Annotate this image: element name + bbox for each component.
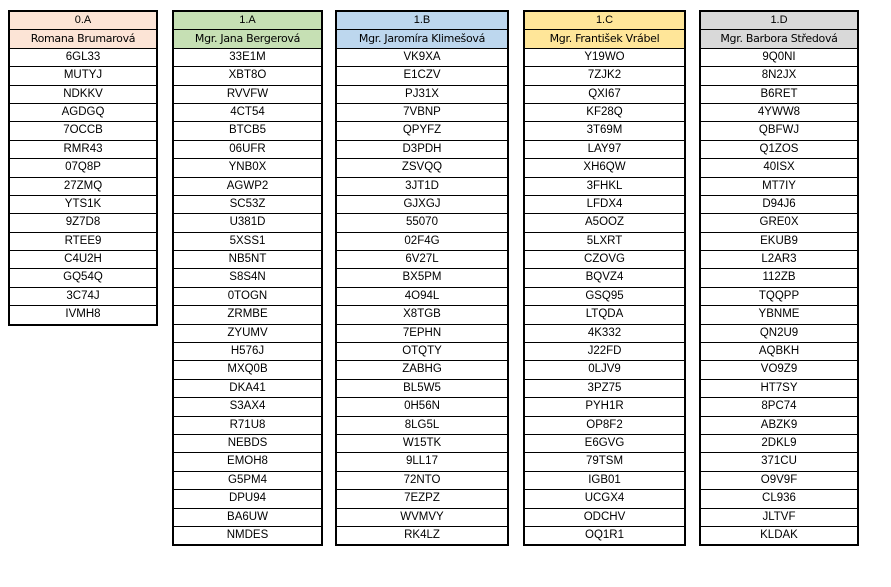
- code-cell: PYH1R: [525, 398, 684, 416]
- code-cell: 4CT54: [174, 104, 321, 122]
- code-cell: NB5NT: [174, 251, 321, 269]
- code-cell: 3JT1D: [337, 178, 507, 196]
- code-cell: B6RET: [701, 86, 857, 104]
- code-cell: KLDAK: [760, 528, 798, 541]
- code-cell: HT7SY: [701, 380, 857, 398]
- teacher-name-header: Mgr. Barbora Středová: [701, 30, 857, 48]
- code-cell: A5OOZ: [525, 214, 684, 232]
- code-cell: 4O94L: [337, 288, 507, 306]
- code-cell: RK4LZ: [404, 528, 440, 541]
- code-cell: 5LXRT: [525, 233, 684, 251]
- code-cell: 3C74J: [10, 288, 156, 306]
- code-cell: 5XSS1: [174, 233, 321, 251]
- code-cell: 07Q8P: [10, 159, 156, 177]
- code-cell: G5PM4: [174, 472, 321, 490]
- code-cell: 0H56N: [337, 398, 507, 416]
- code-cell: UCGX4: [525, 490, 684, 508]
- code-cell: 3FHKL: [525, 178, 684, 196]
- code-cell: AQBKH: [701, 343, 857, 361]
- teacher-name-header: Romana Brumarová: [10, 30, 156, 48]
- code-cell: 0TOGN: [174, 288, 321, 306]
- class-column-1d: [699, 10, 859, 546]
- code-cell: GSQ95: [525, 288, 684, 306]
- code-cell: U381D: [174, 214, 321, 232]
- code-cell: Y19WO: [525, 49, 684, 67]
- code-cell: DPU94: [174, 490, 321, 508]
- code-cell: 371CU: [701, 453, 857, 471]
- code-cell: BQVZ4: [525, 269, 684, 287]
- code-cell: 7OCCB: [10, 122, 156, 140]
- code-cell: MT7IY: [701, 178, 857, 196]
- code-cell: TQQPP: [701, 288, 857, 306]
- code-cell: AGDGQ: [10, 104, 156, 122]
- code-cell: VK9XA: [337, 49, 507, 67]
- code-cell: R71U8: [174, 417, 321, 435]
- code-cell: ZRMBE: [174, 306, 321, 324]
- code-cell: W15TK: [337, 435, 507, 453]
- code-cell: 06UFR: [174, 141, 321, 159]
- code-cell: 72NTO: [337, 472, 507, 490]
- code-cell: GQ54Q: [10, 269, 156, 287]
- class-name-header: 1.D: [701, 12, 857, 30]
- code-cell: YNB0X: [174, 159, 321, 177]
- code-cell: QPYFZ: [337, 122, 507, 140]
- code-cell: SC53Z: [174, 196, 321, 214]
- code-cell: 7VBNP: [337, 104, 507, 122]
- code-cell: MUTYJ: [10, 67, 156, 85]
- code-cell: ZABHG: [337, 361, 507, 379]
- teacher-name-header: Mgr. Jana Bergerová: [174, 30, 321, 48]
- code-cell: ZSVQQ: [337, 159, 507, 177]
- code-cell: AGWP2: [174, 178, 321, 196]
- code-cell: 3PZ75: [525, 380, 684, 398]
- code-cell: ZYUMV: [174, 325, 321, 343]
- code-cell: NEBDS: [174, 435, 321, 453]
- code-cell: EKUB9: [701, 233, 857, 251]
- class-column-0a: [8, 10, 158, 326]
- code-cell: BL5W5: [337, 380, 507, 398]
- code-cell: H576J: [174, 343, 321, 361]
- code-cell: EMOH8: [174, 453, 321, 471]
- teacher-name-header: Mgr. František Vrábel: [525, 30, 684, 48]
- code-cell: RTEE9: [10, 233, 156, 251]
- code-cell: LTQDA: [525, 306, 684, 324]
- code-cell: NDKKV: [10, 86, 156, 104]
- code-cell: 6GL33: [10, 49, 156, 67]
- code-cell: ODCHV: [525, 509, 684, 527]
- code-cell: QXI67: [525, 86, 684, 104]
- code-cell: 9Q0NI: [701, 49, 857, 67]
- code-cell: S3AX4: [174, 398, 321, 416]
- code-cell: BX5PM: [337, 269, 507, 287]
- code-cell: CL936: [701, 490, 857, 508]
- code-cell: 02F4G: [337, 233, 507, 251]
- code-cell: YTS1K: [10, 196, 156, 214]
- code-cell: NMDES: [226, 528, 269, 541]
- code-cell: 9LL17: [337, 453, 507, 471]
- class-name-header: 1.C: [525, 12, 684, 30]
- code-cell: QN2U9: [701, 325, 857, 343]
- code-cell: 4YWW8: [701, 104, 857, 122]
- code-cell: GJXGJ: [337, 196, 507, 214]
- code-cell: QBFWJ: [701, 122, 857, 140]
- code-cell: 55070: [337, 214, 507, 232]
- code-cell: YBNME: [701, 306, 857, 324]
- code-cell: 7EZPZ: [337, 490, 507, 508]
- code-cell: J22FD: [525, 343, 684, 361]
- teacher-name-header: Mgr. Jaromíra Klimešová: [337, 30, 507, 48]
- code-cell: X8TGB: [337, 306, 507, 324]
- code-cell: 3T69M: [525, 122, 684, 140]
- code-cell: VO9Z9: [701, 361, 857, 379]
- class-column-1c: [523, 10, 686, 546]
- code-cell: C4U2H: [10, 251, 156, 269]
- code-cell: E1CZV: [337, 67, 507, 85]
- code-cell: JLTVF: [701, 509, 857, 527]
- code-cell: 112ZB: [701, 269, 857, 287]
- code-cell: 4K332: [525, 325, 684, 343]
- code-cell: 8LG5L: [337, 417, 507, 435]
- class-column-1b: [335, 10, 509, 546]
- code-cell: Q1ZOS: [701, 141, 857, 159]
- code-cell: 8PC74: [701, 398, 857, 416]
- code-cell: BTCB5: [174, 122, 321, 140]
- code-cell: D3PDH: [337, 141, 507, 159]
- code-cell: 7EPHN: [337, 325, 507, 343]
- code-cell: 2DKL9: [701, 435, 857, 453]
- code-cell: XH6QW: [525, 159, 684, 177]
- code-cell: 0LJV9: [525, 361, 684, 379]
- code-cell: IVMH8: [65, 308, 101, 321]
- class-name-header: 1.B: [337, 12, 507, 30]
- code-cell: PJ31X: [337, 86, 507, 104]
- code-cell: 8N2JX: [701, 67, 857, 85]
- code-cell: IGB01: [525, 472, 684, 490]
- code-cell: L2AR3: [701, 251, 857, 269]
- code-cell: OQ1R1: [585, 528, 624, 541]
- code-cell: MXQ0B: [174, 361, 321, 379]
- code-cell: BA6UW: [174, 509, 321, 527]
- code-cell: RVVFW: [174, 86, 321, 104]
- code-cell: S8S4N: [174, 269, 321, 287]
- code-cell: 27ZMQ: [10, 178, 156, 196]
- code-cell: 9Z7D8: [10, 214, 156, 232]
- code-cell: 7ZJK2: [525, 67, 684, 85]
- code-cell: LFDX4: [525, 196, 684, 214]
- code-cell: GRE0X: [701, 214, 857, 232]
- code-cell: 33E1M: [174, 49, 321, 67]
- class-column-1a: [172, 10, 323, 546]
- code-cell: WVMVY: [337, 509, 507, 527]
- code-cell: D94J6: [701, 196, 857, 214]
- code-cell: DKA41: [174, 380, 321, 398]
- code-cell: KF28Q: [525, 104, 684, 122]
- code-cell: E6GVG: [525, 435, 684, 453]
- code-cell: OP8F2: [525, 417, 684, 435]
- code-cell: ABZK9: [701, 417, 857, 435]
- code-cell: LAY97: [525, 141, 684, 159]
- class-name-header: 0.A: [10, 12, 156, 30]
- code-cell: 40ISX: [701, 159, 857, 177]
- class-name-header: 1.A: [174, 12, 321, 30]
- code-cell: XBT8O: [174, 67, 321, 85]
- code-cell: 79TSM: [525, 453, 684, 471]
- code-cell: 6V27L: [337, 251, 507, 269]
- code-cell: OTQTY: [337, 343, 507, 361]
- code-cell: CZOVG: [525, 251, 684, 269]
- code-cell: RMR43: [10, 141, 156, 159]
- code-cell: O9V9F: [701, 472, 857, 490]
